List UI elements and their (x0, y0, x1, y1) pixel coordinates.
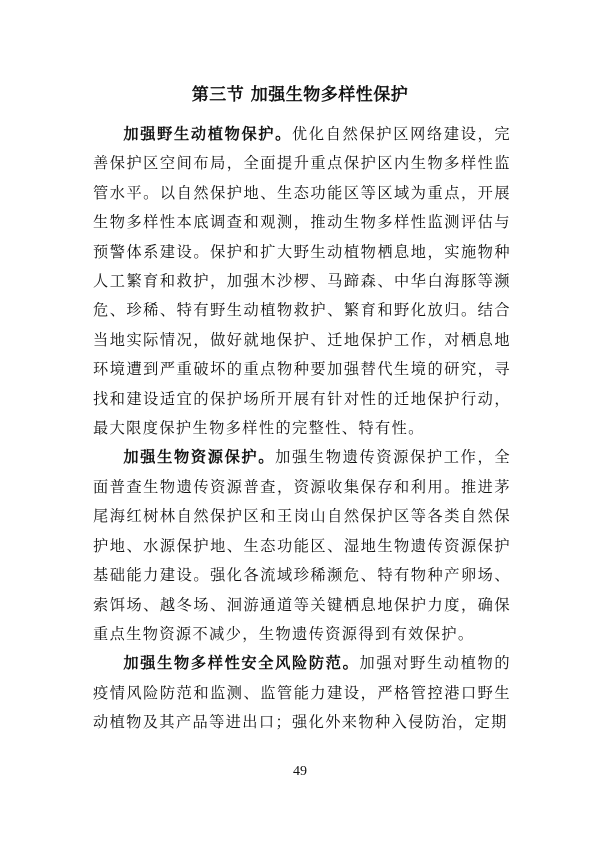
paragraph-lead: 加强生物资源保护。 (123, 448, 276, 467)
paragraph-biosafety-risk (93, 649, 511, 737)
body-text (93, 120, 511, 738)
paragraph-lead: 加强生物多样性安全风险防范。 (123, 654, 360, 673)
section-title: 第三节 加强生物多样性保护 (191, 85, 409, 105)
paragraph-text: 加强生物遗传资源保护工作，全面普查生物遗传资源普查，资源收集保存和利用。推进茅尾海红树林自然保护区和王岗山自然保护区等各类自然保护地、水源保护地、生态功能区、湿地生物遗传资源保护基础能力建设。强化各流域珍稀濒危、特有物种产卵场、索饵场、越冬场、洄游通道等关键栖息地保护力度，确保重点生物资源不减少，生物遗传资源得到有效保护。 (93, 448, 511, 643)
paragraph-bioresource-protection (93, 443, 511, 649)
paragraph-text: 加强对野生动植物的疫情风险防范和监测、监管能力建设，严格管控港口野生动植物及其产品等进出口；强化外来物种入侵防治，定期 (93, 654, 511, 732)
paragraph-lead: 加强野生动植物保护。 (123, 125, 293, 143)
page-number: 49 (293, 764, 307, 779)
paragraph-text: 优化自然保护区网络建设，完善保护区空间布局，全面提升重点保护区内生物多样性监管水平。以自然保护地、生态功能区等区域为重点，开展生物多样性本底调查和观测，推动生物多样性监测评估与预警体系建设。保护和扩大野生动植物栖息地，实施物种人工繁育和救护，加强木沙椤、马蹄森、中华白海豚等濒危、珍稀、特有野生动植物救护、繁育和野化放归。结合当地实际情况，做好就地保护、迁地保护工作，对栖息地环境遭到严重破坏的重点物种要加强替代生境的研究，寻找和建设适宜的保护场所开展有针对性的迁地保护行动，最大限度保护生物多样性的完整性、特有性。 (93, 125, 512, 438)
paragraph-wildlife-protection (93, 120, 511, 443)
